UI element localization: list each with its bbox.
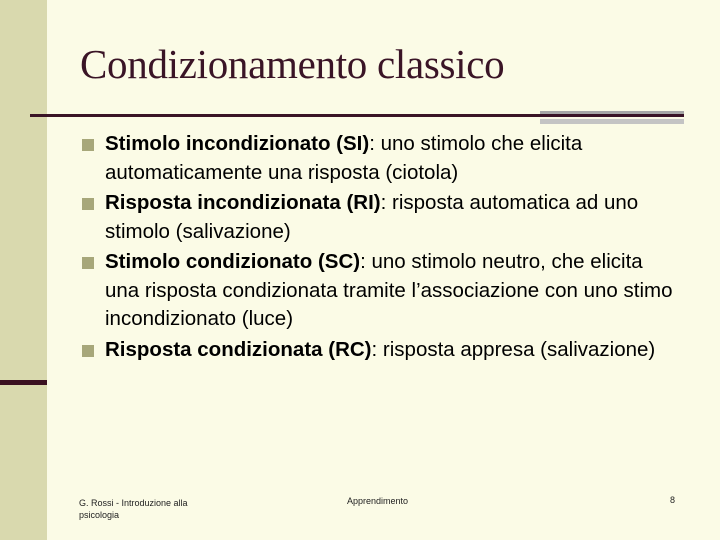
footer-author: G. Rossi - Introduzione alla psicologia — [79, 498, 188, 520]
square-bullet-icon — [82, 139, 94, 151]
bullet-item — [82, 248, 682, 334]
square-bullet-icon — [82, 257, 94, 269]
bullet-text: : risposta automatica ad uno stimolo (salivazione) — [105, 191, 639, 243]
bullet-text: : uno stimolo che elicita automaticamente una risposta (ciotola) — [105, 132, 583, 184]
bullet-item — [82, 130, 682, 187]
square-bullet-icon — [82, 198, 94, 210]
bullet-item — [82, 189, 682, 246]
title-rule — [30, 114, 684, 117]
bullet-term: Stimolo incondizionato (SI) — [105, 132, 370, 155]
footer-topic: Apprendimento — [347, 496, 409, 506]
bullet-term: Risposta incondizionata (RI) — [105, 191, 381, 214]
bullet-list — [82, 130, 682, 366]
bullet-text: : risposta appresa (salivazione) — [371, 337, 656, 361]
square-bullet-icon — [82, 345, 94, 357]
bullet-item — [82, 336, 682, 365]
slide-title: Condizionamento classico — [80, 41, 505, 87]
bullet-text: : uno stimolo neutro, che elicita una risposta condizionata tramite l’associazione con uno stimo incondizionato (luce) — [105, 250, 673, 330]
sidebar-accent-line — [0, 380, 47, 385]
bullet-term: Stimolo condizionato (SC) — [105, 250, 361, 273]
sidebar-decoration — [0, 0, 47, 540]
bullet-term: Risposta condizionata (RC) — [105, 337, 372, 361]
page-number: 8 — [670, 495, 676, 505]
title-rule-gray-lower — [540, 119, 684, 124]
